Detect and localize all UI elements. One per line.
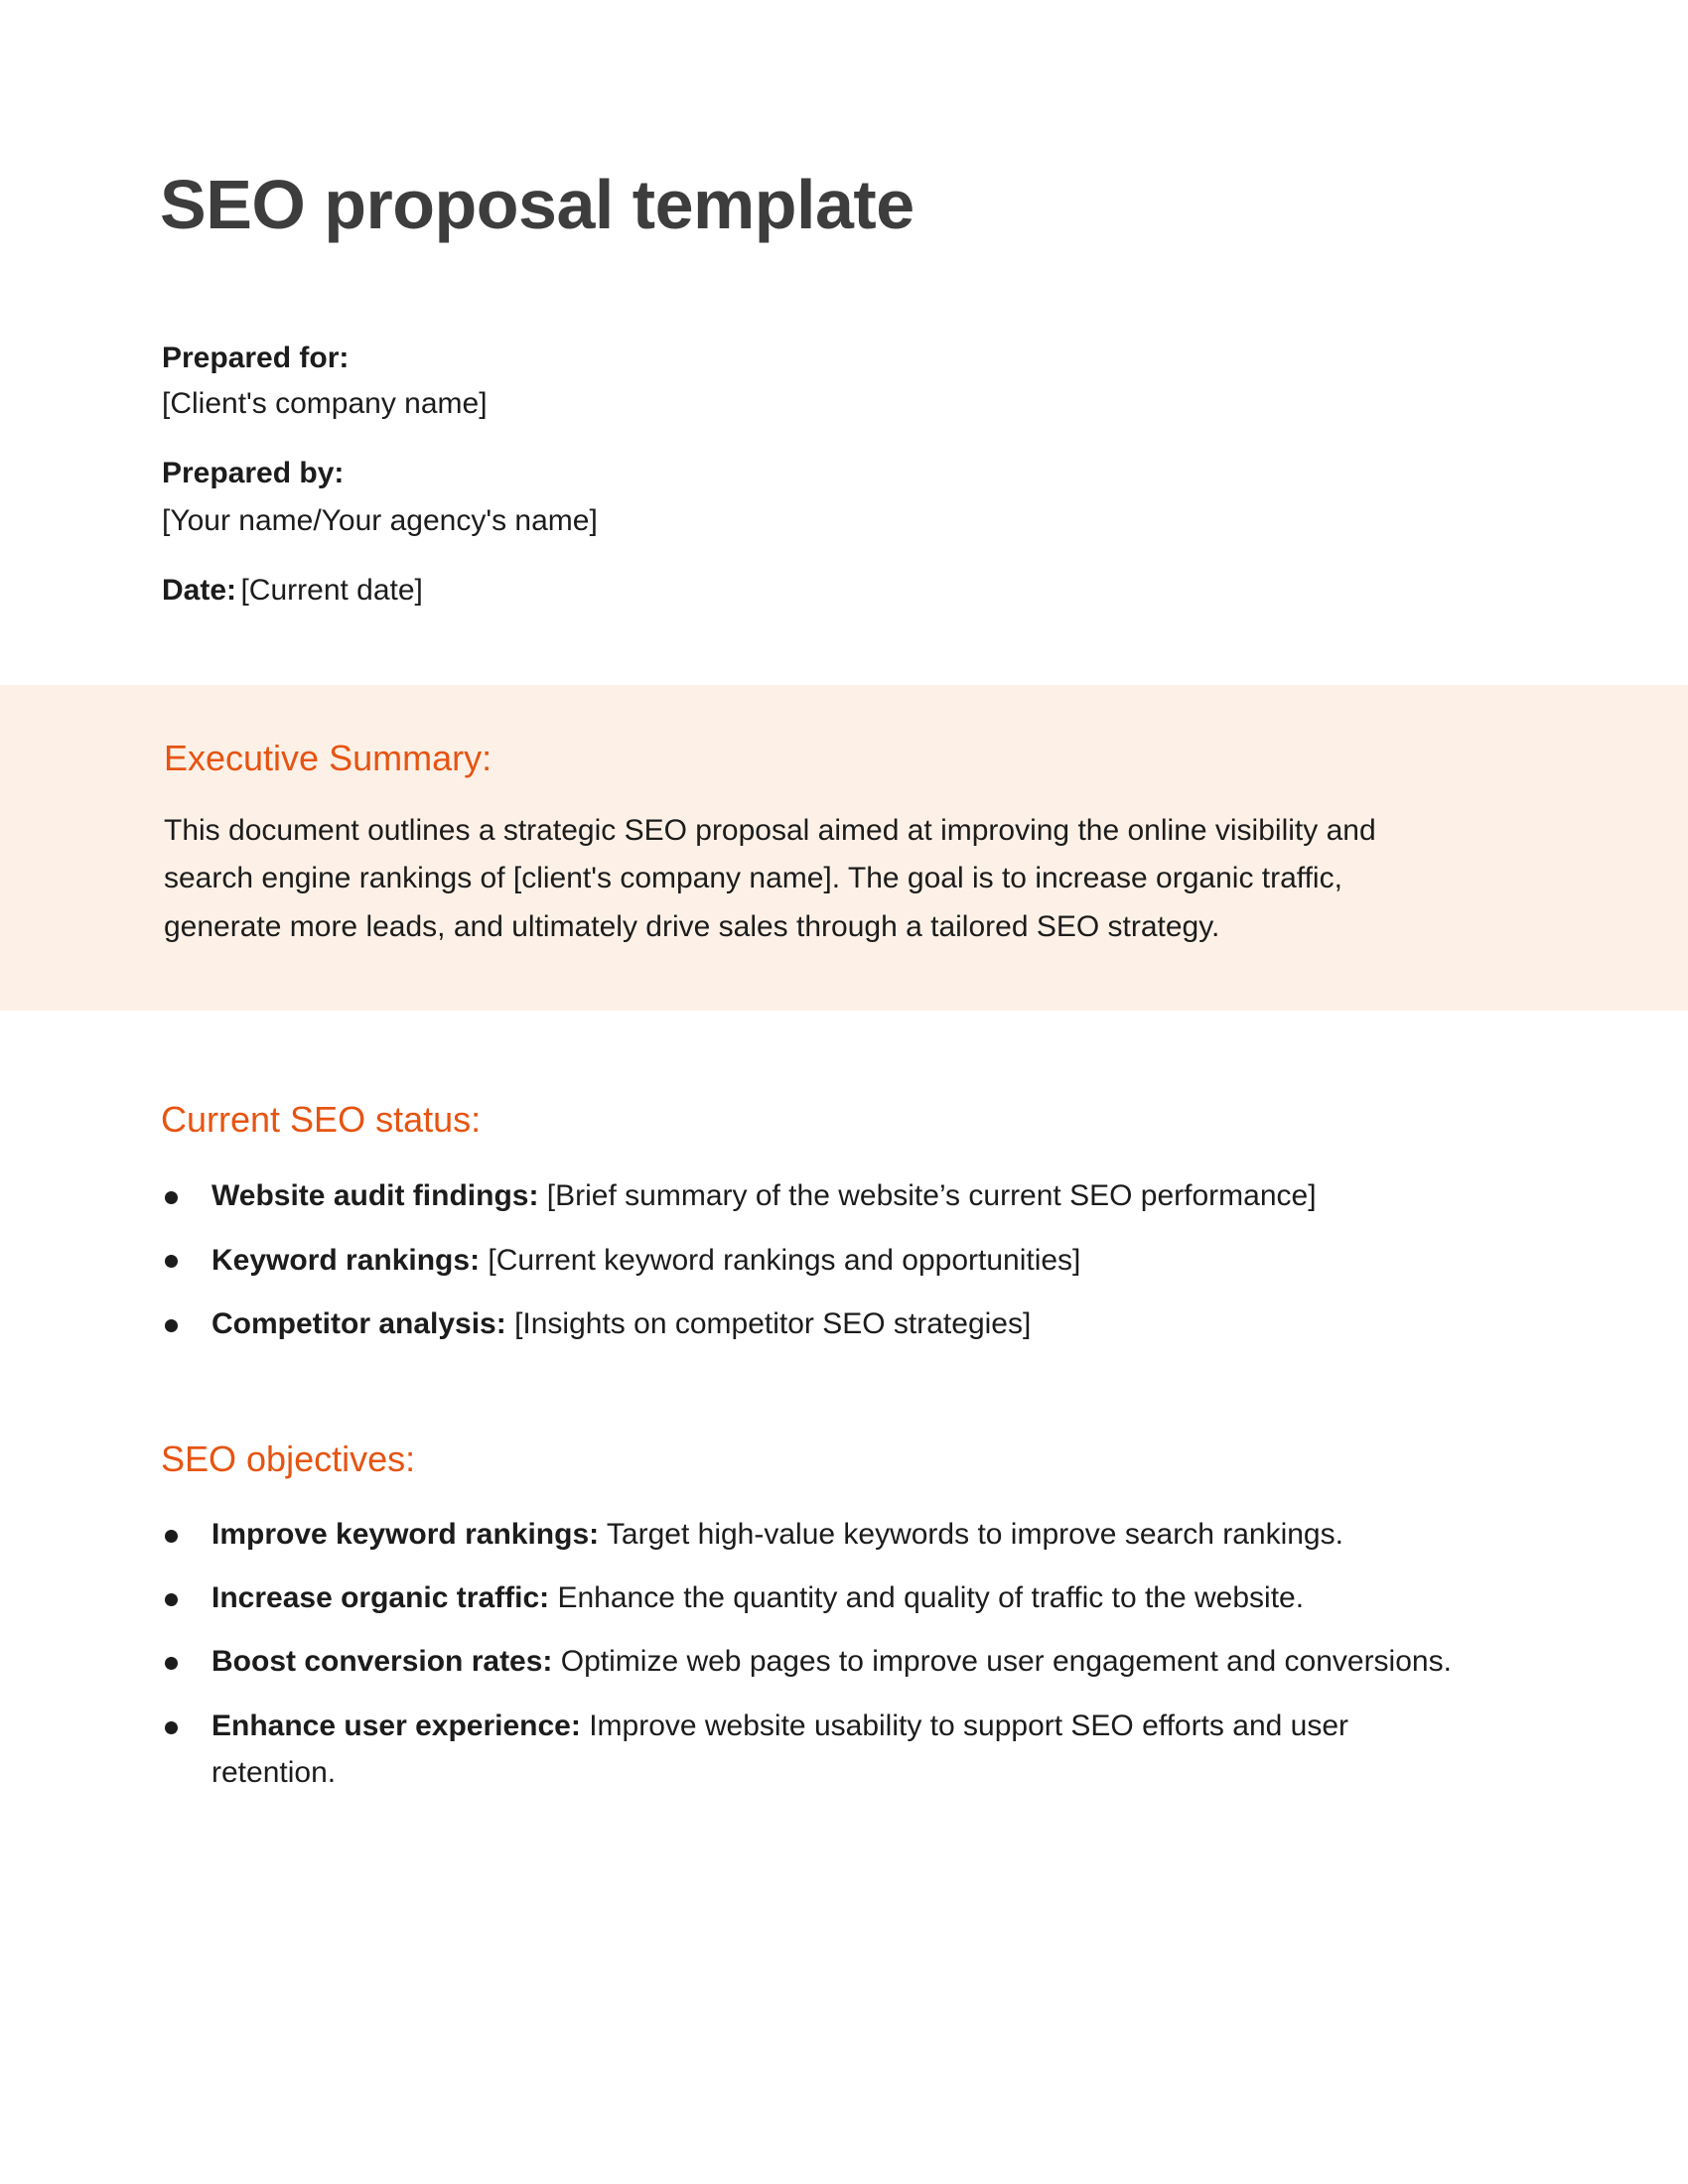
item-label: Increase organic traffic: xyxy=(211,1581,550,1614)
item-text: Improve website usability to support SEO efforts and user xyxy=(589,1709,1349,1742)
item-text: Optimize web pages to improve user engagement and conversions. xyxy=(560,1645,1452,1678)
item-label: Keyword rankings: xyxy=(211,1244,481,1277)
item-label: Enhance user experience: xyxy=(211,1709,581,1742)
executive-summary-heading: Executive Summary: xyxy=(164,738,492,778)
list-item xyxy=(211,1178,1317,1214)
bullet-icon xyxy=(165,1593,178,1606)
prepared-by-label: Prepared by: xyxy=(162,457,345,489)
item-text: [Insights on competitor SEO strategies] xyxy=(514,1307,1032,1340)
item-text: Target high-value keywords to improve search rankings. xyxy=(606,1518,1343,1551)
item-label: Boost conversion rates: xyxy=(211,1645,553,1678)
list-item xyxy=(211,1517,1343,1553)
bullet-icon xyxy=(165,1721,178,1734)
list-item-continuation: retention. xyxy=(211,1756,337,1789)
date-value: [Current date] xyxy=(240,574,423,607)
current-status-heading: Current SEO status: xyxy=(161,1099,482,1140)
item-label: Competitor analysis: xyxy=(211,1307,506,1340)
item-label: Improve keyword rankings: xyxy=(211,1518,600,1551)
list-item xyxy=(211,1306,1031,1342)
item-text: [Brief summary of the website’s current SEO performance] xyxy=(546,1179,1317,1212)
objectives-heading: SEO objectives: xyxy=(161,1438,416,1479)
date-label: Date: xyxy=(162,574,237,607)
item-text: Enhance the quantity and quality of traffic to the website. xyxy=(557,1581,1305,1614)
prepared-for-label: Prepared for: xyxy=(162,341,350,374)
bullet-icon xyxy=(165,1319,178,1332)
date-row xyxy=(162,573,423,609)
bullet-icon xyxy=(165,1255,178,1268)
summary-line: This document outlines a strategic SEO proposal aimed at improving the online visibility and xyxy=(164,814,1376,847)
list-item xyxy=(211,1243,1080,1279)
item-label: Website audit findings: xyxy=(211,1179,539,1212)
item-text: [Current keyword rankings and opportunities] xyxy=(488,1244,1081,1277)
list-item xyxy=(211,1644,1452,1680)
summary-line: generate more leads, and ultimately drive sales through a tailored SEO strategy. xyxy=(164,910,1220,943)
bullet-icon xyxy=(165,1191,178,1204)
list-item xyxy=(211,1708,1348,1744)
page-title: SEO proposal template xyxy=(160,166,914,243)
bullet-icon xyxy=(165,1657,178,1670)
summary-line: search engine rankings of [client's company name]. The goal is to increase organic traffic, xyxy=(164,862,1342,894)
prepared-by-value: [Your name/Your agency's name] xyxy=(162,504,598,537)
list-item xyxy=(211,1580,1304,1616)
bullet-icon xyxy=(165,1530,178,1543)
prepared-for-value: [Client's company name] xyxy=(162,387,488,420)
